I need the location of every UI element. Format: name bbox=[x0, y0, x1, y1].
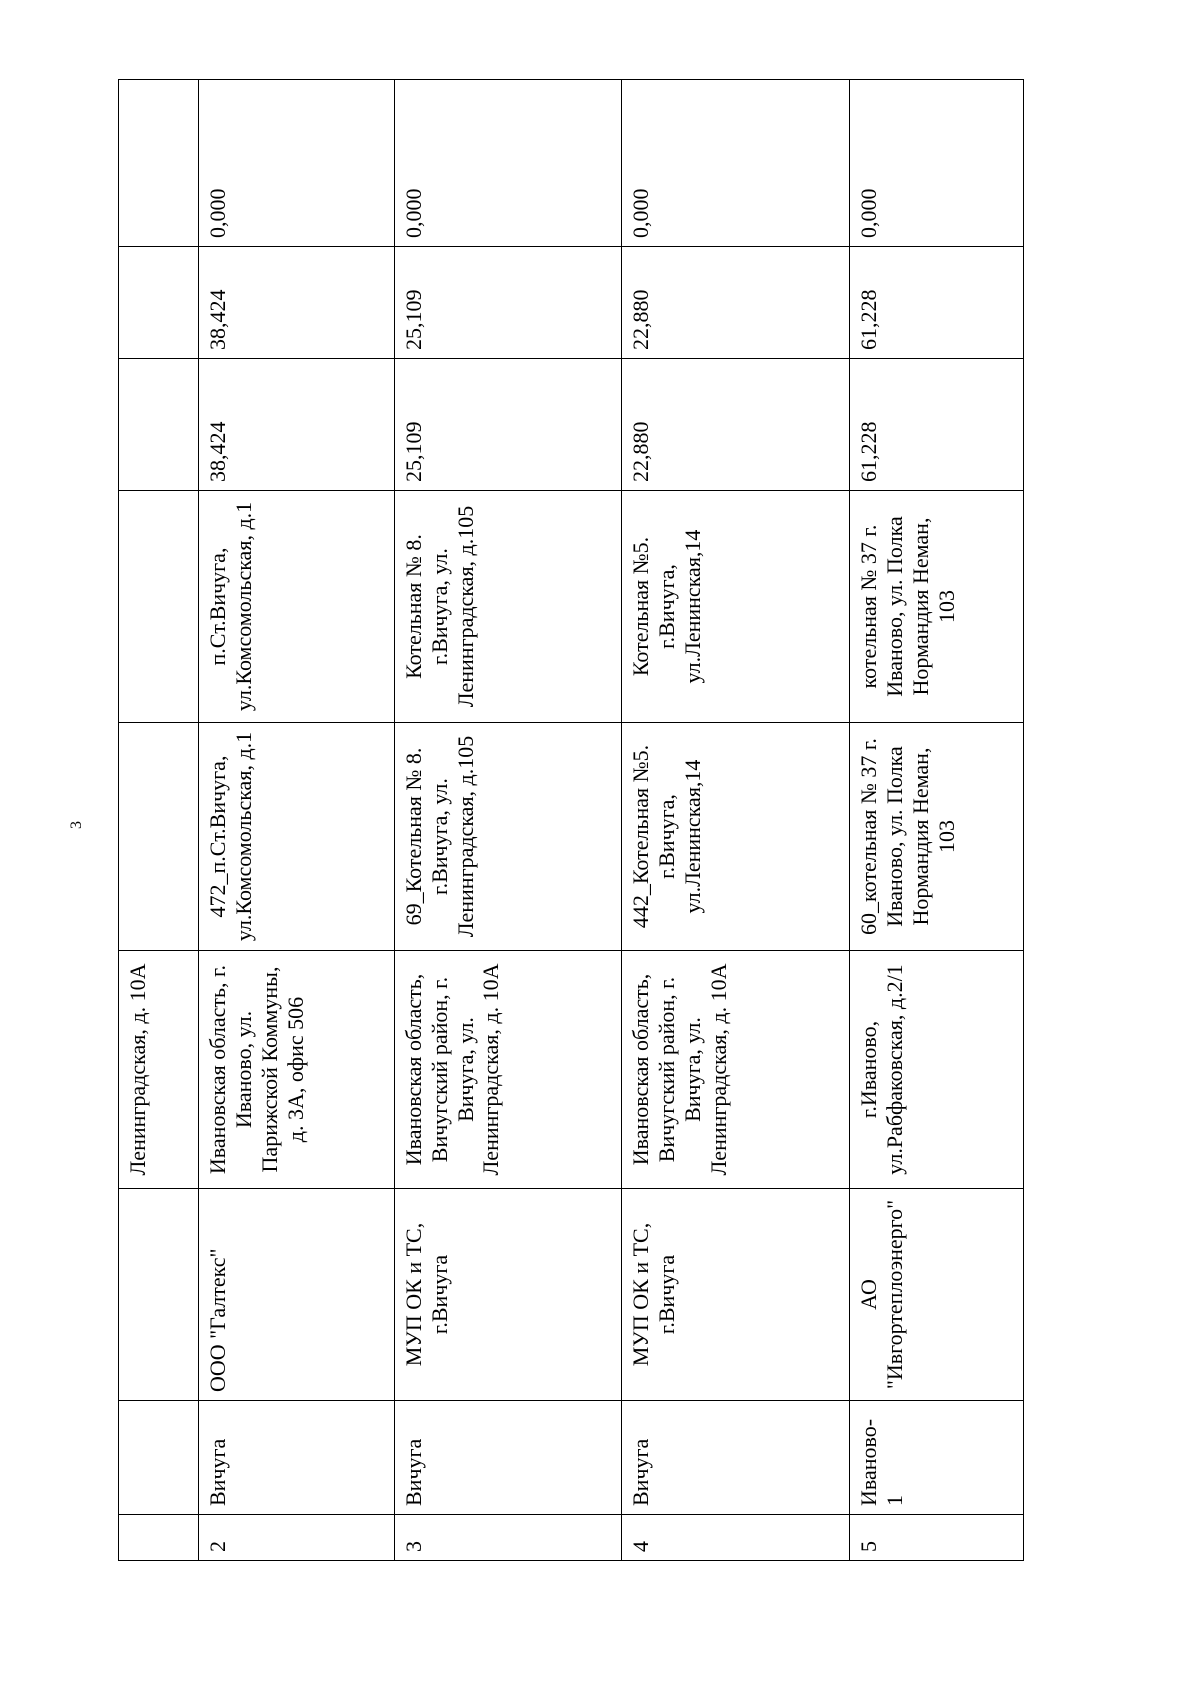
table-row bbox=[119, 80, 199, 1561]
cell-org: АО "Ивгортеплоэнерго" bbox=[850, 1189, 1024, 1401]
cell-city: Вичуга bbox=[394, 1401, 622, 1515]
cell-address: Ивановская область, г. Иваново, ул. Парижской Коммуны, д. 3А, офис 506 bbox=[199, 951, 394, 1189]
cell-value-3: 0,000 bbox=[850, 80, 1024, 247]
cell-value-2: 38,424 bbox=[199, 247, 394, 359]
cell-location: котельная № 37 г. Иваново, ул. Полка Нормандия Неман, 103 bbox=[850, 491, 1024, 723]
cell-location bbox=[119, 491, 199, 723]
cell-source: 442_Котельная №5. г.Вичуга, ул.Ленинская,14 bbox=[622, 723, 850, 951]
page-number: 3 bbox=[68, 821, 85, 829]
cell-num: 4 bbox=[622, 1515, 850, 1561]
cell-location: Котельная № 8. г.Вичуга, ул. Ленинградская, д.105 bbox=[394, 491, 622, 723]
cell-source: 472_п.Ст.Вичуга, ул.Комсомольская, д.1 bbox=[199, 723, 394, 951]
cell-location: Котельная №5. г.Вичуга, ул.Ленинская,14 bbox=[622, 491, 850, 723]
cell-address: Ивановская область, Вичугский район, г. Вичуга, ул. Ленинградская, д. 10А bbox=[622, 951, 850, 1189]
rotated-table-container bbox=[118, 80, 1024, 1561]
cell-city: Вичуга bbox=[199, 1401, 394, 1515]
cell-org: ООО "Галтекс" bbox=[199, 1189, 394, 1401]
cell-city: Иваново-1 bbox=[850, 1401, 1024, 1515]
cell-org bbox=[119, 1189, 199, 1401]
cell-org: МУП ОК и ТС, г.Вичуга bbox=[394, 1189, 622, 1401]
cell-value-1: 61,228 bbox=[850, 359, 1024, 491]
cell-location: п.Ст.Вичуга, ул.Комсомольская, д.1 bbox=[199, 491, 394, 723]
cell-source: 69_Котельная № 8. г.Вичуга, ул. Ленинградская, д.105 bbox=[394, 723, 622, 951]
cell-value-3: 0,000 bbox=[394, 80, 622, 247]
table-row bbox=[622, 80, 850, 1561]
cell-city bbox=[119, 1401, 199, 1515]
table-row bbox=[850, 80, 1024, 1561]
cell-address: г.Иваново, ул.Рабфаковская, д.2/1 bbox=[850, 951, 1024, 1189]
cell-value-2: 25,109 bbox=[394, 247, 622, 359]
cell-value-1: 22,880 bbox=[622, 359, 850, 491]
cell-value-1: 25,109 bbox=[394, 359, 622, 491]
cell-value-3 bbox=[119, 80, 199, 247]
cell-address: Ивановская область, Вичугский район, г. Вичуга, ул. Ленинградская, д. 10А bbox=[394, 951, 622, 1189]
cell-num: 2 bbox=[199, 1515, 394, 1561]
cell-org: МУП ОК и ТС, г.Вичуга bbox=[622, 1189, 850, 1401]
cell-value-1: 38,424 bbox=[199, 359, 394, 491]
cell-source bbox=[119, 723, 199, 951]
cell-address: Ленинградская, д. 10А bbox=[119, 951, 199, 1189]
cell-num: 3 bbox=[394, 1515, 622, 1561]
cell-num bbox=[119, 1515, 199, 1561]
cell-value-2: 22,880 bbox=[622, 247, 850, 359]
cell-value-1 bbox=[119, 359, 199, 491]
table-row bbox=[394, 80, 622, 1561]
cell-value-3: 0,000 bbox=[622, 80, 850, 247]
cell-city: Вичуга bbox=[622, 1401, 850, 1515]
cell-value-3: 0,000 bbox=[199, 80, 394, 247]
cell-source: 60_котельная № 37 г. Иваново, ул. Полка Нормандия Неман, 103 bbox=[850, 723, 1024, 951]
cell-value-2 bbox=[119, 247, 199, 359]
table-wrapper bbox=[118, 80, 1024, 1561]
cell-value-2: 61,228 bbox=[850, 247, 1024, 359]
cell-num: 5 bbox=[850, 1515, 1024, 1561]
table-row bbox=[199, 80, 394, 1561]
data-table bbox=[118, 79, 1024, 1561]
